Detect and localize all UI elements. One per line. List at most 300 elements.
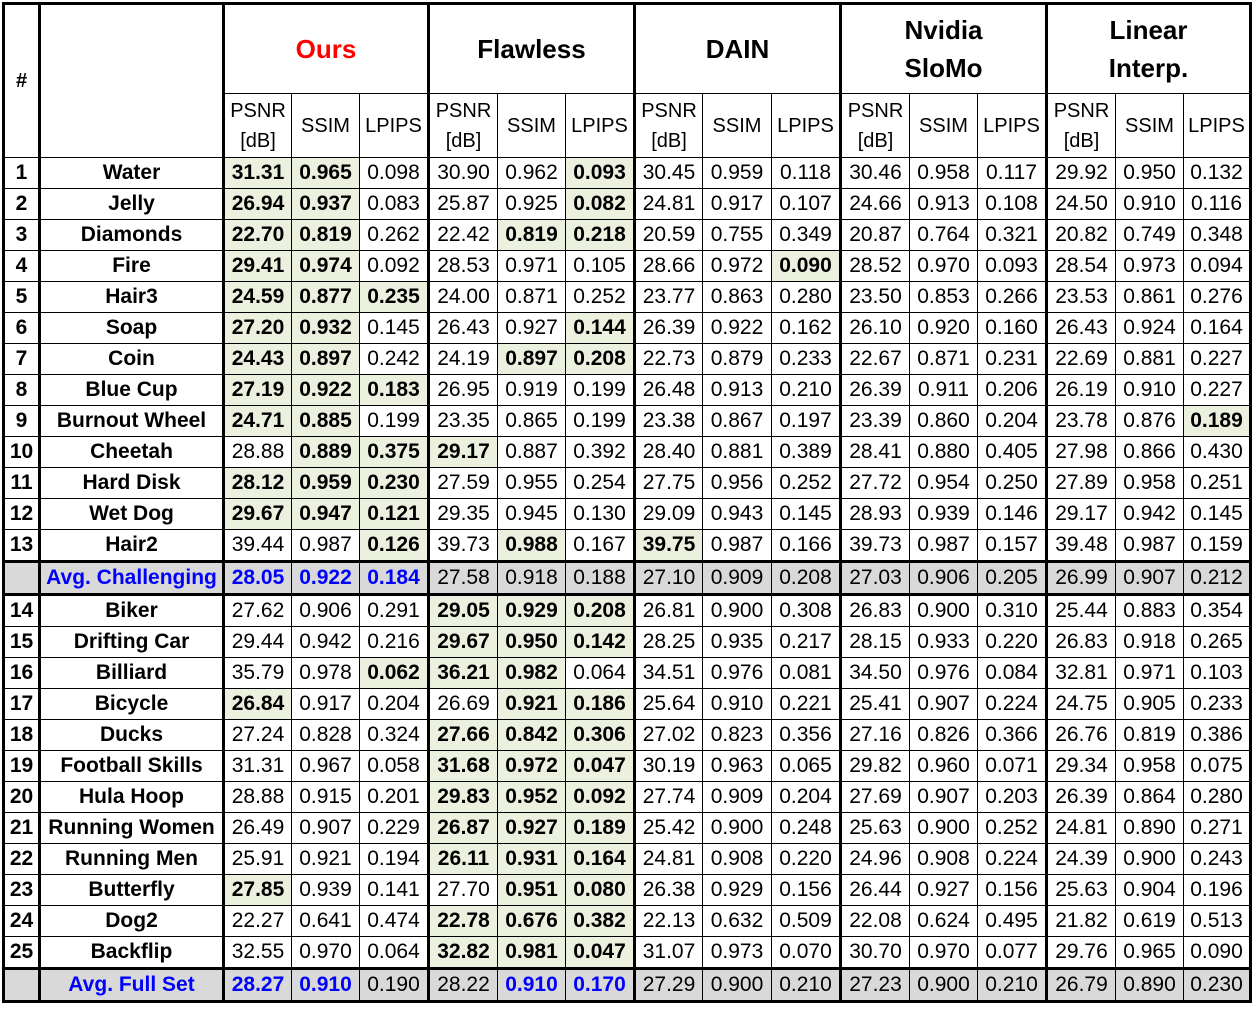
cell-dain-ssim: 0.963 <box>703 751 772 782</box>
cell-slomo-ssim: 0.624 <box>910 906 978 937</box>
cell-slomo-psnr: 30.46 <box>841 158 910 189</box>
cell-dain-psnr: 29.09 <box>635 499 703 530</box>
cell-dain-ssim: 0.908 <box>703 844 772 875</box>
sequence-name: Running Men <box>40 844 224 875</box>
row-index: 2 <box>4 189 40 220</box>
cell-slomo-lpips: 0.071 <box>978 751 1047 782</box>
cell-flawless-psnr: 30.90 <box>429 158 498 189</box>
table-row <box>4 375 1251 406</box>
method-header-flawless: Flawless <box>429 4 635 94</box>
cell-dain-psnr: 27.75 <box>635 468 703 499</box>
metric-header-label: SSIM <box>507 114 556 137</box>
cell-slomo-ssim: 0.913 <box>910 189 978 220</box>
cell-flawless-psnr: 29.35 <box>429 499 498 530</box>
cell-slomo-lpips: 0.210 <box>978 969 1047 1002</box>
cell-linear-psnr: 39.48 <box>1047 530 1116 562</box>
cell-linear-ssim: 0.910 <box>1116 189 1184 220</box>
metric-header-slomo-ssim <box>910 94 978 158</box>
method-header-dain: DAIN <box>635 4 841 94</box>
sequence-name: Hard Disk <box>40 468 224 499</box>
cell-linear-psnr: 24.39 <box>1047 844 1116 875</box>
cell-ours-lpips: 0.190 <box>360 969 429 1002</box>
cell-linear-ssim: 0.965 <box>1116 937 1184 969</box>
cell-dain-lpips: 0.070 <box>772 937 841 969</box>
cell-flawless-lpips: 0.144 <box>566 313 635 344</box>
sequence-name: Running Women <box>40 813 224 844</box>
cell-linear-ssim: 0.883 <box>1116 595 1184 627</box>
cell-dain-ssim: 0.935 <box>703 627 772 658</box>
cell-flawless-ssim: 0.952 <box>498 782 566 813</box>
cell-flawless-lpips: 0.306 <box>566 720 635 751</box>
table-row <box>4 406 1251 437</box>
cell-ours-ssim: 0.974 <box>292 251 360 282</box>
metric-header-label: LPIPS <box>571 114 628 137</box>
table-row <box>4 158 1251 189</box>
cell-slomo-ssim: 0.954 <box>910 468 978 499</box>
cell-linear-psnr: 21.82 <box>1047 906 1116 937</box>
cell-dain-ssim: 0.943 <box>703 499 772 530</box>
cell-dain-ssim: 0.976 <box>703 658 772 689</box>
cell-dain-psnr: 30.45 <box>635 158 703 189</box>
cell-linear-psnr: 27.89 <box>1047 468 1116 499</box>
metric-header-ours-ssim <box>292 94 360 158</box>
cell-ours-ssim: 0.917 <box>292 689 360 720</box>
cell-flawless-ssim: 0.945 <box>498 499 566 530</box>
cell-slomo-psnr: 27.23 <box>841 969 910 1002</box>
cell-linear-lpips: 0.212 <box>1184 562 1251 595</box>
cell-dain-lpips: 0.197 <box>772 406 841 437</box>
cell-ours-psnr: 22.27 <box>224 906 292 937</box>
table-row <box>4 751 1251 782</box>
cell-ours-ssim: 0.641 <box>292 906 360 937</box>
cell-linear-psnr: 29.34 <box>1047 751 1116 782</box>
cell-ours-lpips: 0.083 <box>360 189 429 220</box>
row-index: 21 <box>4 813 40 844</box>
cell-linear-psnr: 23.53 <box>1047 282 1116 313</box>
cell-linear-psnr: 20.82 <box>1047 220 1116 251</box>
cell-linear-ssim: 0.881 <box>1116 344 1184 375</box>
cell-slomo-ssim: 0.908 <box>910 844 978 875</box>
cell-linear-lpips: 0.090 <box>1184 937 1251 969</box>
cell-ours-psnr: 29.41 <box>224 251 292 282</box>
sequence-name: Dog2 <box>40 906 224 937</box>
metric-header-label: SSIM <box>712 114 762 137</box>
cell-flawless-ssim: 0.676 <box>498 906 566 937</box>
cell-flawless-ssim: 0.921 <box>498 689 566 720</box>
row-index: 3 <box>4 220 40 251</box>
row-index: 11 <box>4 468 40 499</box>
cell-ours-lpips: 0.229 <box>360 813 429 844</box>
cell-flawless-psnr: 27.58 <box>429 562 498 595</box>
cell-slomo-psnr: 24.66 <box>841 189 910 220</box>
metric-header-label: PSNR [dB] <box>641 99 697 152</box>
cell-slomo-ssim: 0.826 <box>910 720 978 751</box>
cell-linear-lpips: 0.243 <box>1184 844 1251 875</box>
cell-slomo-psnr: 28.93 <box>841 499 910 530</box>
cell-slomo-lpips: 0.266 <box>978 282 1047 313</box>
cell-flawless-lpips: 0.382 <box>566 906 635 937</box>
cell-linear-psnr: 26.39 <box>1047 782 1116 813</box>
cell-slomo-ssim: 0.907 <box>910 782 978 813</box>
cell-slomo-lpips: 0.205 <box>978 562 1047 595</box>
table-row <box>4 344 1251 375</box>
cell-slomo-psnr: 29.82 <box>841 751 910 782</box>
cell-linear-ssim: 0.904 <box>1116 875 1184 906</box>
cell-flawless-ssim: 0.925 <box>498 189 566 220</box>
table-row <box>4 875 1251 906</box>
cell-slomo-lpips: 0.084 <box>978 658 1047 689</box>
cell-linear-psnr: 23.78 <box>1047 406 1116 437</box>
cell-linear-ssim: 0.905 <box>1116 689 1184 720</box>
cell-dain-ssim: 0.900 <box>703 595 772 627</box>
sequence-name: Fire <box>40 251 224 282</box>
cell-ours-psnr: 24.43 <box>224 344 292 375</box>
cell-flawless-lpips: 0.142 <box>566 627 635 658</box>
cell-flawless-ssim: 0.962 <box>498 158 566 189</box>
cell-slomo-psnr: 27.03 <box>841 562 910 595</box>
cell-dain-psnr: 24.81 <box>635 189 703 220</box>
cell-dain-ssim: 0.632 <box>703 906 772 937</box>
cell-ours-lpips: 0.194 <box>360 844 429 875</box>
row-index <box>4 562 40 595</box>
cell-ours-lpips: 0.064 <box>360 937 429 969</box>
cell-linear-lpips: 0.075 <box>1184 751 1251 782</box>
cell-dain-lpips: 0.208 <box>772 562 841 595</box>
cell-slomo-ssim: 0.900 <box>910 595 978 627</box>
method-header-ours: Ours <box>224 4 429 94</box>
row-index: 16 <box>4 658 40 689</box>
metric-header-ours-lpips <box>360 94 429 158</box>
cell-linear-ssim: 0.907 <box>1116 562 1184 595</box>
cell-dain-ssim: 0.879 <box>703 344 772 375</box>
cell-linear-lpips: 0.103 <box>1184 658 1251 689</box>
method-header-linear-text: Linear Interp. <box>1108 15 1189 83</box>
table-header <box>4 4 1251 158</box>
sequence-name: Diamonds <box>40 220 224 251</box>
cell-flawless-ssim: 0.918 <box>498 562 566 595</box>
metric-header-flawless-psnr <box>429 94 498 158</box>
cell-linear-psnr: 27.98 <box>1047 437 1116 468</box>
cell-ours-lpips: 0.062 <box>360 658 429 689</box>
cell-slomo-psnr: 26.83 <box>841 595 910 627</box>
cell-slomo-psnr: 22.67 <box>841 344 910 375</box>
cell-flawless-psnr: 26.69 <box>429 689 498 720</box>
cell-flawless-psnr: 26.43 <box>429 313 498 344</box>
cell-flawless-ssim: 0.910 <box>498 969 566 1002</box>
cell-dain-ssim: 0.929 <box>703 875 772 906</box>
row-index: 20 <box>4 782 40 813</box>
row-index: 22 <box>4 844 40 875</box>
cell-flawless-ssim: 0.919 <box>498 375 566 406</box>
cell-linear-lpips: 0.189 <box>1184 406 1251 437</box>
sequence-name: Jelly <box>40 189 224 220</box>
metric-header-slomo-psnr <box>841 94 910 158</box>
cell-dain-ssim: 0.913 <box>703 375 772 406</box>
cell-slomo-ssim: 0.958 <box>910 158 978 189</box>
cell-slomo-ssim: 0.860 <box>910 406 978 437</box>
cell-slomo-lpips: 0.093 <box>978 251 1047 282</box>
cell-slomo-ssim: 0.871 <box>910 344 978 375</box>
cell-flawless-ssim: 0.842 <box>498 720 566 751</box>
cell-dain-lpips: 0.389 <box>772 437 841 468</box>
cell-ours-psnr: 29.67 <box>224 499 292 530</box>
row-index: 14 <box>4 595 40 627</box>
cell-slomo-psnr: 27.16 <box>841 720 910 751</box>
cell-flawless-ssim: 0.819 <box>498 220 566 251</box>
row-index: 25 <box>4 937 40 969</box>
table-row <box>4 251 1251 282</box>
metric-header-flawless-ssim <box>498 94 566 158</box>
cell-ours-lpips: 0.216 <box>360 627 429 658</box>
table-row <box>4 530 1251 562</box>
cell-slomo-lpips: 0.204 <box>978 406 1047 437</box>
cell-dain-ssim: 0.863 <box>703 282 772 313</box>
average-row <box>4 969 1251 1002</box>
sequence-name: Football Skills <box>40 751 224 782</box>
cell-dain-lpips: 0.280 <box>772 282 841 313</box>
cell-ours-psnr: 35.79 <box>224 658 292 689</box>
cell-flawless-psnr: 23.35 <box>429 406 498 437</box>
cell-ours-psnr: 26.94 <box>224 189 292 220</box>
cell-flawless-psnr: 39.73 <box>429 530 498 562</box>
cell-ours-ssim: 0.942 <box>292 627 360 658</box>
cell-flawless-psnr: 22.42 <box>429 220 498 251</box>
cell-ours-ssim: 0.967 <box>292 751 360 782</box>
cell-linear-lpips: 0.513 <box>1184 906 1251 937</box>
cell-slomo-psnr: 23.39 <box>841 406 910 437</box>
cell-linear-lpips: 0.227 <box>1184 375 1251 406</box>
cell-dain-psnr: 26.48 <box>635 375 703 406</box>
cell-slomo-ssim: 0.911 <box>910 375 978 406</box>
cell-dain-psnr: 25.42 <box>635 813 703 844</box>
cell-ours-ssim: 0.937 <box>292 189 360 220</box>
cell-dain-psnr: 25.64 <box>635 689 703 720</box>
row-index: 13 <box>4 530 40 562</box>
cell-linear-ssim: 0.900 <box>1116 844 1184 875</box>
cell-dain-psnr: 39.75 <box>635 530 703 562</box>
cell-linear-ssim: 0.924 <box>1116 313 1184 344</box>
sequence-name: Hula Hoop <box>40 782 224 813</box>
cell-ours-ssim: 0.932 <box>292 313 360 344</box>
cell-flawless-lpips: 0.254 <box>566 468 635 499</box>
cell-linear-psnr: 26.99 <box>1047 562 1116 595</box>
cell-dain-ssim: 0.755 <box>703 220 772 251</box>
cell-slomo-psnr: 28.15 <box>841 627 910 658</box>
cell-flawless-psnr: 28.22 <box>429 969 498 1002</box>
cell-flawless-lpips: 0.064 <box>566 658 635 689</box>
cell-slomo-ssim: 0.970 <box>910 251 978 282</box>
cell-slomo-lpips: 0.203 <box>978 782 1047 813</box>
cell-dain-psnr: 22.13 <box>635 906 703 937</box>
table-row <box>4 499 1251 530</box>
cell-ours-psnr: 26.49 <box>224 813 292 844</box>
cell-flawless-psnr: 26.95 <box>429 375 498 406</box>
cell-slomo-psnr: 25.63 <box>841 813 910 844</box>
cell-flawless-psnr: 27.70 <box>429 875 498 906</box>
cell-flawless-psnr: 27.66 <box>429 720 498 751</box>
cell-flawless-lpips: 0.189 <box>566 813 635 844</box>
cell-flawless-lpips: 0.199 <box>566 375 635 406</box>
cell-slomo-psnr: 27.72 <box>841 468 910 499</box>
table-row <box>4 468 1251 499</box>
metric-header-linear-ssim <box>1116 94 1184 158</box>
cell-ours-psnr: 32.55 <box>224 937 292 969</box>
cell-linear-psnr: 24.81 <box>1047 813 1116 844</box>
cell-dain-ssim: 0.867 <box>703 406 772 437</box>
metric-header-linear-lpips <box>1184 94 1251 158</box>
cell-flawless-psnr: 32.82 <box>429 937 498 969</box>
table-row <box>4 595 1251 627</box>
table-row <box>4 437 1251 468</box>
cell-slomo-psnr: 25.41 <box>841 689 910 720</box>
table-row <box>4 782 1251 813</box>
cell-dain-lpips: 0.090 <box>772 251 841 282</box>
cell-ours-lpips: 0.184 <box>360 562 429 595</box>
cell-ours-psnr: 29.44 <box>224 627 292 658</box>
cell-slomo-lpips: 0.077 <box>978 937 1047 969</box>
cell-ours-lpips: 0.230 <box>360 468 429 499</box>
cell-slomo-lpips: 0.252 <box>978 813 1047 844</box>
cell-linear-psnr: 26.83 <box>1047 627 1116 658</box>
cell-dain-psnr: 23.38 <box>635 406 703 437</box>
row-index <box>4 969 40 1002</box>
sequence-name: Coin <box>40 344 224 375</box>
cell-slomo-lpips: 0.310 <box>978 595 1047 627</box>
cell-linear-psnr: 29.17 <box>1047 499 1116 530</box>
cell-dain-lpips: 0.356 <box>772 720 841 751</box>
cell-ours-lpips: 0.199 <box>360 406 429 437</box>
metric-header-label: SSIM <box>919 114 968 137</box>
table-row <box>4 627 1251 658</box>
cell-ours-ssim: 0.987 <box>292 530 360 562</box>
cell-dain-lpips: 0.166 <box>772 530 841 562</box>
cell-flawless-psnr: 26.87 <box>429 813 498 844</box>
cell-ours-psnr: 27.62 <box>224 595 292 627</box>
cell-ours-lpips: 0.242 <box>360 344 429 375</box>
cell-linear-ssim: 0.958 <box>1116 468 1184 499</box>
row-index: 1 <box>4 158 40 189</box>
cell-dain-ssim: 0.909 <box>703 562 772 595</box>
cell-linear-ssim: 0.987 <box>1116 530 1184 562</box>
metric-header-dain-ssim <box>703 94 772 158</box>
cell-linear-ssim: 0.950 <box>1116 158 1184 189</box>
cell-ours-lpips: 0.092 <box>360 251 429 282</box>
cell-flawless-ssim: 0.971 <box>498 251 566 282</box>
cell-dain-ssim: 0.973 <box>703 937 772 969</box>
cell-slomo-ssim: 0.987 <box>910 530 978 562</box>
sequence-header <box>40 4 224 158</box>
cell-slomo-psnr: 34.50 <box>841 658 910 689</box>
cell-dain-psnr: 27.29 <box>635 969 703 1002</box>
row-index: 8 <box>4 375 40 406</box>
cell-slomo-psnr: 26.44 <box>841 875 910 906</box>
cell-slomo-psnr: 30.70 <box>841 937 910 969</box>
cell-ours-ssim: 0.889 <box>292 437 360 468</box>
cell-slomo-ssim: 0.939 <box>910 499 978 530</box>
cell-ours-lpips: 0.235 <box>360 282 429 313</box>
cell-flawless-psnr: 31.68 <box>429 751 498 782</box>
cell-ours-psnr: 24.71 <box>224 406 292 437</box>
cell-slomo-lpips: 0.224 <box>978 689 1047 720</box>
cell-dain-ssim: 0.922 <box>703 313 772 344</box>
row-index: 7 <box>4 344 40 375</box>
cell-flawless-lpips: 0.208 <box>566 595 635 627</box>
index-header: # <box>4 4 40 158</box>
cell-flawless-psnr: 22.78 <box>429 906 498 937</box>
cell-linear-psnr: 26.43 <box>1047 313 1116 344</box>
table-row <box>4 720 1251 751</box>
cell-slomo-ssim: 0.900 <box>910 969 978 1002</box>
cell-linear-lpips: 0.227 <box>1184 344 1251 375</box>
cell-ours-psnr: 31.31 <box>224 751 292 782</box>
cell-ours-psnr: 28.88 <box>224 782 292 813</box>
cell-ours-lpips: 0.145 <box>360 313 429 344</box>
cell-slomo-psnr: 22.08 <box>841 906 910 937</box>
cell-flawless-lpips: 0.093 <box>566 158 635 189</box>
cell-flawless-ssim: 0.929 <box>498 595 566 627</box>
cell-linear-lpips: 0.196 <box>1184 875 1251 906</box>
row-index: 24 <box>4 906 40 937</box>
cell-dain-ssim: 0.959 <box>703 158 772 189</box>
cell-ours-ssim: 0.970 <box>292 937 360 969</box>
sequence-name: Hair2 <box>40 530 224 562</box>
metric-header-label: LPIPS <box>983 114 1040 137</box>
cell-dain-psnr: 23.77 <box>635 282 703 313</box>
cell-dain-lpips: 0.252 <box>772 468 841 499</box>
cell-flawless-ssim: 0.981 <box>498 937 566 969</box>
row-index: 12 <box>4 499 40 530</box>
cell-slomo-lpips: 0.108 <box>978 189 1047 220</box>
cell-dain-lpips: 0.156 <box>772 875 841 906</box>
cell-flawless-lpips: 0.199 <box>566 406 635 437</box>
row-index: 9 <box>4 406 40 437</box>
cell-dain-lpips: 0.210 <box>772 375 841 406</box>
cell-linear-lpips: 0.280 <box>1184 782 1251 813</box>
cell-linear-ssim: 0.942 <box>1116 499 1184 530</box>
cell-slomo-ssim: 0.900 <box>910 813 978 844</box>
sequence-name: Ducks <box>40 720 224 751</box>
cell-linear-lpips: 0.164 <box>1184 313 1251 344</box>
cell-dain-psnr: 28.66 <box>635 251 703 282</box>
cell-ours-lpips: 0.375 <box>360 437 429 468</box>
metric-header-label: PSNR [dB] <box>1053 99 1110 152</box>
table-row <box>4 282 1251 313</box>
cell-ours-psnr: 28.88 <box>224 437 292 468</box>
cell-dain-psnr: 27.02 <box>635 720 703 751</box>
cell-linear-psnr: 24.75 <box>1047 689 1116 720</box>
cell-ours-lpips: 0.201 <box>360 782 429 813</box>
cell-dain-ssim: 0.910 <box>703 689 772 720</box>
metric-header-label: LPIPS <box>365 114 422 137</box>
cell-linear-lpips: 0.354 <box>1184 595 1251 627</box>
table-row <box>4 220 1251 251</box>
cell-linear-ssim: 0.876 <box>1116 406 1184 437</box>
method-header-slomo <box>841 4 1047 94</box>
cell-flawless-lpips: 0.170 <box>566 969 635 1002</box>
table-row <box>4 658 1251 689</box>
cell-linear-lpips: 0.386 <box>1184 720 1251 751</box>
row-index: 4 <box>4 251 40 282</box>
cell-ours-psnr: 27.19 <box>224 375 292 406</box>
cell-linear-ssim: 0.866 <box>1116 437 1184 468</box>
cell-ours-psnr: 27.20 <box>224 313 292 344</box>
cell-flawless-ssim: 0.897 <box>498 344 566 375</box>
cell-dain-ssim: 0.909 <box>703 782 772 813</box>
cell-flawless-lpips: 0.208 <box>566 344 635 375</box>
sequence-name: Bicycle <box>40 689 224 720</box>
cell-slomo-ssim: 0.927 <box>910 875 978 906</box>
cell-slomo-lpips: 0.160 <box>978 313 1047 344</box>
